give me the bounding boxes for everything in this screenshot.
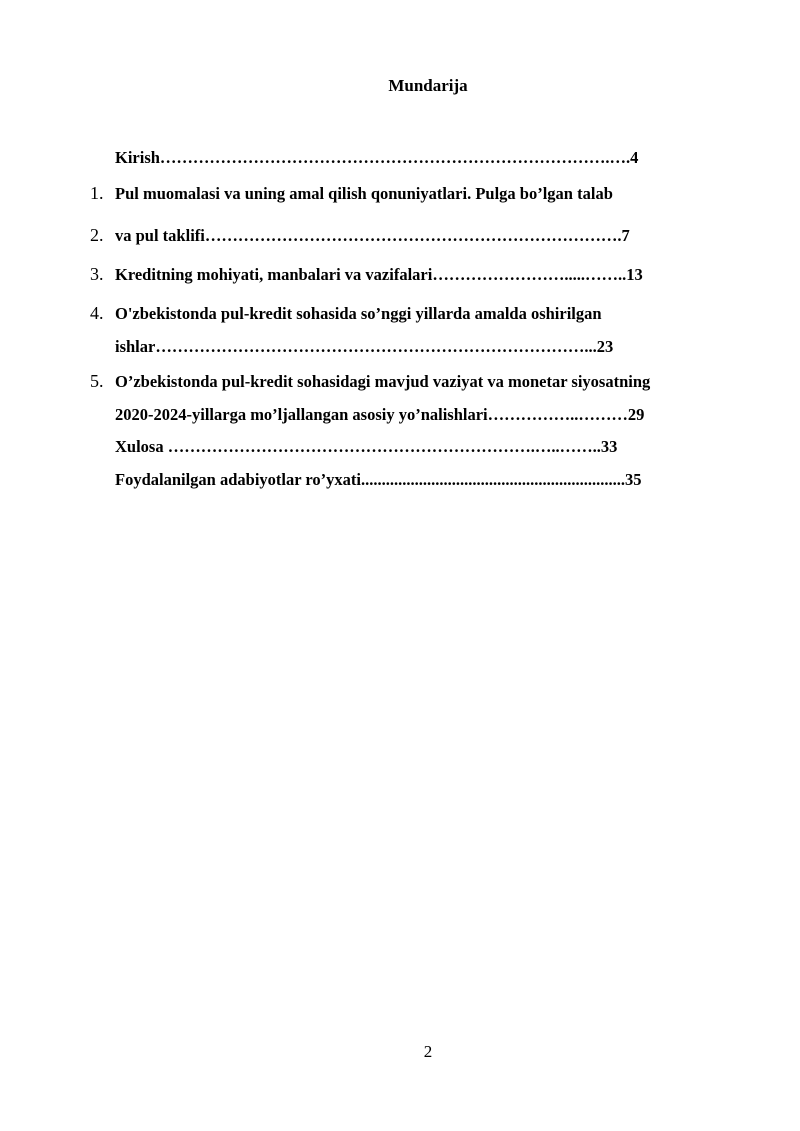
toc-entry-5-line-1: O’zbekistonda pul-kredit sohasidagi mavjud vaziyat va monetar siyosatning (115, 372, 651, 391)
toc-entry-adabiyotlar: Foydalanilgan adabiyotlar ro’yxati................................................................35 (115, 470, 642, 489)
page-number: 2 (423, 1042, 433, 1061)
toc-entry-5-line-2: 2020-2024-yillarga mo’ljallangan asosiy yo’nalishlari……………..………29 (115, 405, 645, 424)
page-title: Mundarija (388, 76, 468, 95)
toc-number-4: 4. (90, 303, 104, 323)
toc-entry-1-line-2: va pul taklifi………………………………………………………………….7 (115, 226, 630, 245)
toc-number-2: 2. (90, 225, 104, 245)
toc-number-3: 3. (90, 264, 104, 284)
toc-number-1: 1. (90, 183, 104, 203)
toc-entry-xulosa: Xulosa ………………………………………………………….…..……..33 (115, 437, 618, 456)
toc-entry-kirish: Kirish……………………………………………………………………….….4 (115, 148, 639, 167)
toc-entry-1-line-1: Pul muomalasi va uning amal qilish qonuniyatlari. Pulga bo’lgan talab (115, 184, 613, 203)
toc-entry-4-line-2: ishlar……………………………………………………………………...23 (115, 337, 614, 356)
toc-number-5: 5. (90, 371, 104, 391)
toc-entry-3: Kreditning mohiyati, manbalari va vazifalari…………………….....……..13 (115, 265, 643, 284)
toc-entry-4-line-1: O'zbekistonda pul-kredit sohasida so’nggi yillarda amalda oshirilgan (115, 304, 602, 323)
